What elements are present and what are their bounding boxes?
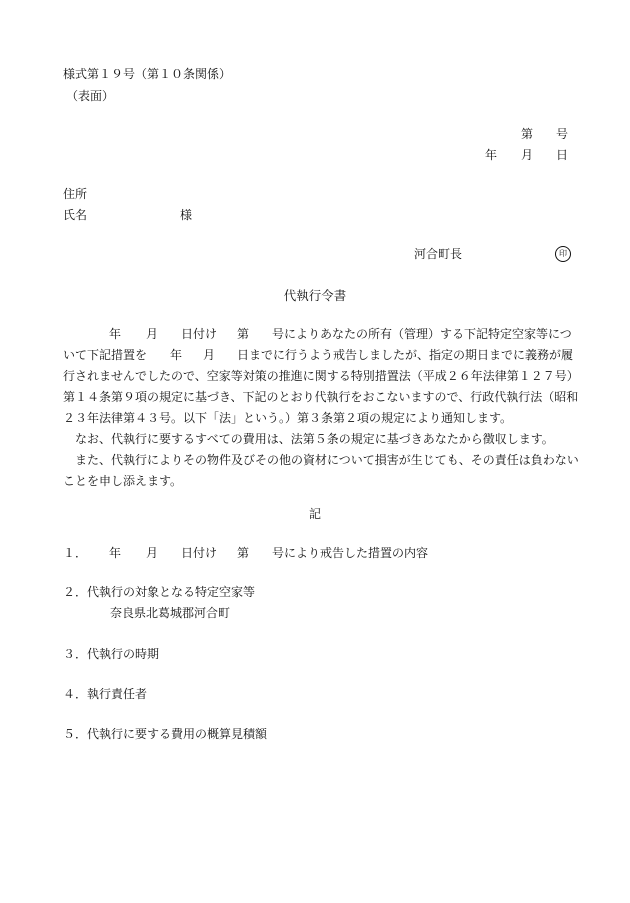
date-year: 年: [485, 148, 498, 162]
honorific: 様: [180, 208, 193, 222]
item-text: 号により戒告した措置の内容: [272, 546, 429, 560]
body-line-text: 日までに行うよう戒告しましたが、指定の期日までに義務が履: [237, 348, 574, 362]
blank-month: 月: [203, 348, 216, 362]
seal-mark: 印: [555, 246, 571, 262]
face-label: （表面）: [66, 89, 115, 103]
address-label: 住所: [63, 187, 88, 201]
document-number-prefix: 第: [521, 127, 534, 141]
body-line: ２３年法律第４３号。以下「法」という。）第３条第２項の規定により通知します。: [63, 411, 513, 425]
blank-dated: 日付け: [181, 327, 218, 341]
document-title: 代執行令書: [283, 288, 347, 303]
body-line: また、代執行によりその物件及びその他の資材について損害が生じても、その責任は負わない: [63, 453, 579, 467]
blank-year: 年: [109, 327, 122, 341]
blank-month: 月: [146, 546, 159, 560]
date-month: 月: [521, 148, 534, 162]
document-number-suffix: 号: [556, 127, 569, 141]
body-line: 行されませんでしたので、空家等対策の推進に関する特別措置法（平成２６年法律第１２７号）: [63, 369, 579, 383]
item-3: ３．代執行の時期: [63, 647, 160, 661]
name-label: 氏名: [63, 208, 88, 222]
body-line: [63, 326, 573, 347]
blank-dated: 日付け: [181, 546, 218, 560]
body-line-text: 号によりあなたの所有（管理）する下記特定空家等につ: [272, 327, 572, 341]
blank-month: 月: [146, 327, 159, 341]
blank-no-prefix: 第: [237, 327, 250, 341]
body-line-text: いて下記措置を: [63, 348, 148, 362]
item-number: １．: [63, 546, 88, 560]
item-2-location: 奈良県北葛城郡河合町: [110, 606, 231, 620]
blank-no-prefix: 第: [237, 546, 250, 560]
body-text: [63, 326, 579, 494]
body-line: [63, 347, 573, 368]
item-2: ２．代執行の対象となる特定空家等: [63, 585, 256, 599]
blank-year: 年: [170, 348, 183, 362]
sender-title: 河合町長: [414, 247, 463, 261]
body-line: ことを申し添えます。: [63, 474, 183, 488]
item-5: ５．代執行に要する費用の概算見積額: [63, 727, 268, 741]
item-4: ４．執行責任者: [63, 687, 148, 701]
body-line: なお、代執行に要するすべての費用は、法第５条の規定に基づきあなたから徴収します。: [63, 432, 554, 446]
form-number: 様式第１９号（第１０条関係）: [63, 67, 232, 81]
body-line: 第１４条第９項の規定に基づき、下記のとおり代執行をおこないますので、行政代執行法（昭和: [63, 390, 579, 404]
ki-heading: 記: [308, 507, 321, 521]
date-day: 日: [556, 148, 569, 162]
blank-year: 年: [109, 546, 122, 560]
